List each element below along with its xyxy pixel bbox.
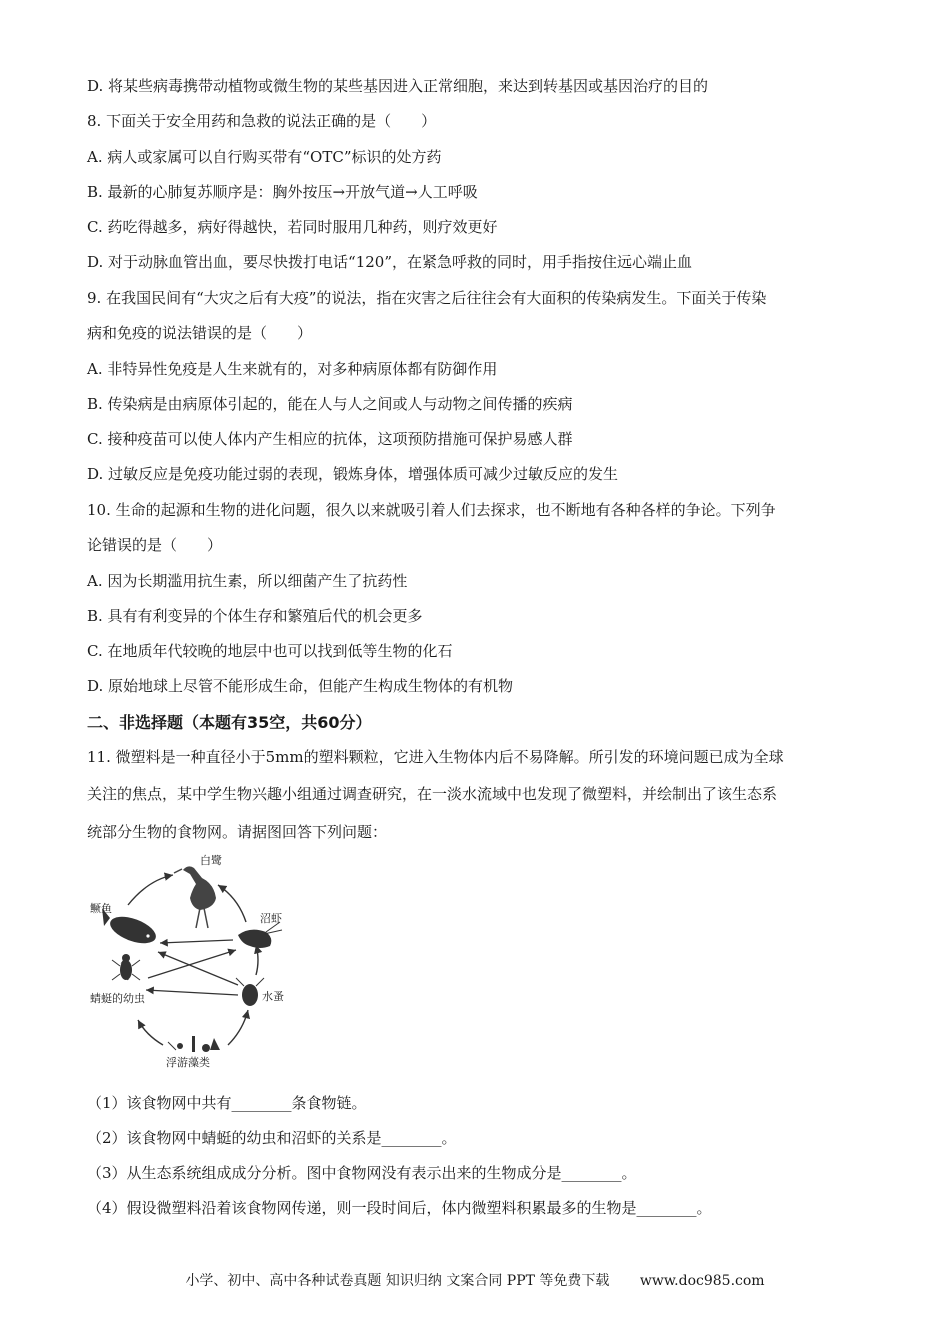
footer-url-link[interactable]: www.doc985.com <box>639 1273 765 1289</box>
option-9b: B. 传染病是由病原体引起的，能在人与人之间或人与动物之间传播的疾病 <box>87 395 573 413</box>
footer-text: 小学、初中、高中各种试卷真题 知识归纳 文案合同 PPT 等免费下载 <box>185 1273 610 1289</box>
option-10b: B. 具有有利变异的个体生存和繁殖后代的机会更多 <box>87 607 423 625</box>
label-mandarin-fish: 鳜鱼 <box>90 902 112 915</box>
question-11-line-3: 统部分生物的食物网。请据图回答下列问题： <box>87 823 388 841</box>
shrimp-icon <box>238 922 282 948</box>
question-10-line-1: 10. 生命的起源和生物的进化问题，很久以来就吸引着人们去探求，也不断地有各种各样的争论。下列争 <box>87 501 776 519</box>
arrow-shrimp-to-fish <box>160 940 233 943</box>
egret-icon <box>174 866 216 928</box>
label-shrimp: 沼虾 <box>260 912 282 925</box>
water-flea-icon <box>236 978 264 1006</box>
arrow-dragonfly-to-shrimp <box>148 950 236 978</box>
plankton-icon <box>168 1036 220 1052</box>
option-10d: D. 原始地球上尽管不能形成生命，但能产生构成生物体的有机物 <box>87 677 514 695</box>
sub-question-3: （3）从生态系统组成成分分析。图中食物网没有表示出来的生物成分是________。 <box>87 1164 637 1182</box>
option-8b: B. 最新的心肺复苏顺序是：胸外按压→开放气道→人工呼吸 <box>87 183 478 201</box>
option-8d: D. 对于动脉血管出血，要尽快拨打电话“120”，在紧急呼救的同时，用手指按住远心端止血 <box>87 253 692 271</box>
arrow-waterflea-to-dragonfly <box>146 990 238 995</box>
option-9a: A. 非特异性免疫是人生来就有的，对多种病原体都有防御作用 <box>87 360 498 378</box>
food-web-diagram <box>88 850 308 1070</box>
arrow-arc-waterflea-to-shrimp <box>256 945 258 975</box>
food-web-figure <box>88 850 308 1070</box>
question-9-line-2: 病和免疫的说法错误的是（ ） <box>87 324 313 342</box>
label-egret: 白鹭 <box>200 854 222 867</box>
question-8: 8. 下面关于安全用药和急救的说法正确的是（ ） <box>87 112 437 130</box>
option-9d: D. 过敏反应是免疫功能过弱的表现，锻炼身体，增强体质可减少过敏反应的发生 <box>87 465 619 483</box>
question-9-line-1: 9. 在我国民间有“大灾之后有大疫”的说法，指在灾害之后往往会有大面积的传染病发生。下面关于传染 <box>87 289 767 307</box>
arrow-waterflea-to-fish <box>158 952 238 985</box>
sub-question-4: （4）假设微塑料沿着该食物网传递，则一段时间后，体内微塑料积累最多的生物是________。 <box>87 1199 712 1217</box>
label-dragonfly-larva: 蜻蜓的幼虫 <box>90 992 145 1005</box>
section-heading: 二、非选择题（本题有35空，共60分） <box>87 713 372 732</box>
label-plankton: 浮游藻类 <box>166 1056 210 1069</box>
arrow-arc-fish-to-egret <box>128 875 173 905</box>
sub-question-1: （1）该食物网中共有________条食物链。 <box>87 1094 367 1112</box>
option-8c: C. 药吃得越多，病好得越快，若同时服用几种药，则疗效更好 <box>87 218 498 236</box>
option-8a: A. 病人或家属可以自行购买带有“OTC”标识的处方药 <box>87 148 442 166</box>
question-11-line-2: 关注的焦点，某中学生物兴趣小组通过调查研究，在一淡水流域中也发现了微塑料，并绘制出了该生态系 <box>87 785 778 803</box>
sub-question-2: （2）该食物网中蜻蜓的幼虫和沼虾的关系是________。 <box>87 1129 457 1147</box>
option-10c: C. 在地质年代较晚的地层中也可以找到低等生物的化石 <box>87 642 453 660</box>
question-11-line-1: 11. 微塑料是一种直径小于5mm的塑料颗粒，它进入生物体内后不易降解。所引发的环境问题已成为全球 <box>87 748 784 766</box>
question-10-line-2: 论错误的是（ ） <box>87 536 223 554</box>
arrow-arc-plankton-to-dragonfly <box>138 1020 163 1045</box>
arrow-arc-shrimp-to-egret <box>218 885 246 922</box>
dragonfly-larva-icon <box>112 954 140 980</box>
arrow-arc-plankton-to-waterflea <box>228 1010 248 1045</box>
page-footer <box>0 1270 950 1290</box>
option-10a: A. 因为长期滥用抗生素，所以细菌产生了抗药性 <box>87 572 408 590</box>
option-7d: D. 将某些病毒携带动植物或微生物的某些基因进入正常细胞，来达到转基因或基因治疗的目的 <box>87 77 709 95</box>
label-water-flea: 水蚤 <box>262 990 284 1003</box>
option-9c: C. 接种疫苗可以使人体内产生相应的抗体，这项预防措施可保护易感人群 <box>87 430 573 448</box>
